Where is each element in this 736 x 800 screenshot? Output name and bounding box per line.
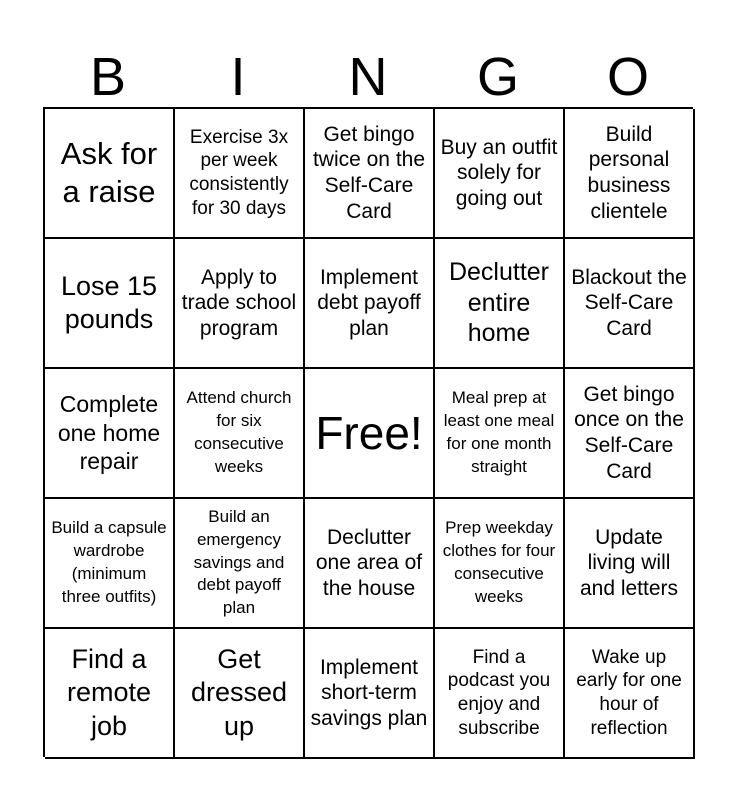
cell-text: Build personal business clientele (587, 122, 671, 223)
cell-text: Get bingo twice on the Self-Care Card (312, 122, 426, 223)
bingo-cell-meal-prep[interactable] (435, 369, 565, 499)
cell-text: Build an emergency savings and debt payoff plan (193, 507, 285, 618)
cell-text: Apply to trade school program (181, 265, 297, 340)
cell-text: Wake up early for one hour of reflection (576, 646, 682, 739)
cell-text: Blackout the Self-Care Card (571, 265, 687, 340)
cell-text: Implement short-term savings plan (310, 655, 428, 730)
cell-text: Ask for a raise (60, 135, 158, 209)
bingo-cell-prep-clothes[interactable] (435, 499, 565, 629)
cell-text: Build a capsule wardrobe (minimum three outfits) (51, 518, 167, 606)
cell-text: Lose 15 pounds (60, 270, 158, 334)
bingo-cell-trade-school[interactable] (175, 239, 305, 369)
bingo-cell-living-will[interactable] (565, 499, 695, 629)
cell-text: Prep weekday clothes for four consecutive weeks (442, 518, 556, 606)
cell-text: Buy an outfit solely for going out (440, 135, 558, 210)
cell-text: Get bingo once on the Self-Care Card (574, 382, 684, 483)
bingo-cell-lose-weight[interactable] (45, 239, 175, 369)
cell-text: Attend church for six consecutive weeks (186, 388, 292, 476)
header-letter-n: N (348, 47, 388, 107)
header-letter-b: B (89, 47, 127, 107)
bingo-cell-emergency-savings[interactable] (175, 499, 305, 629)
cell-text: Exercise 3x per week consistently for 30 days (189, 126, 289, 219)
cell-text: Update living will and letters (579, 525, 679, 600)
bingo-cell-blackout[interactable] (565, 239, 695, 369)
bingo-cell-remote-job[interactable] (45, 629, 175, 759)
cell-text: Get dressed up (190, 643, 288, 741)
cell-text: Meal prep at least one meal for one month straight (443, 388, 555, 476)
bingo-cell-dressed-up[interactable] (175, 629, 305, 759)
bingo-cell-ask-for-raise[interactable] (45, 109, 175, 239)
cell-text: Find a remote job (66, 643, 152, 741)
bingo-cell-short-term-savings[interactable] (305, 629, 435, 759)
bingo-cell-exercise[interactable] (175, 109, 305, 239)
cell-text: Find a podcast you enjoy and subscribe (447, 646, 551, 739)
header-letter-o: O (606, 47, 649, 107)
cell-text: Complete one home repair (57, 391, 161, 475)
bingo-cell-home-repair[interactable] (45, 369, 175, 499)
cell-text: Declutter one area of the house (315, 525, 423, 600)
bingo-cell-bingo-twice[interactable] (305, 109, 435, 239)
bingo-cell-declutter-home[interactable] (435, 239, 565, 369)
header-letter-g: G (476, 47, 519, 107)
bingo-cell-wake-up-early[interactable] (565, 629, 695, 759)
bingo-cell-bingo-once[interactable] (565, 369, 695, 499)
bingo-cell-business-clientele[interactable] (565, 109, 695, 239)
bingo-cell-capsule-wardrobe[interactable] (45, 499, 175, 629)
bingo-board (43, 107, 693, 757)
bingo-cell-buy-outfit[interactable] (435, 109, 565, 239)
bingo-header (43, 42, 693, 108)
bingo-cell-declutter-area[interactable] (305, 499, 435, 629)
bingo-cell-free[interactable] (305, 369, 435, 499)
bingo-cell-attend-church[interactable] (175, 369, 305, 499)
bingo-cell-debt-payoff[interactable] (305, 239, 435, 369)
header-letter-i: I (230, 47, 246, 107)
cell-text: Free! (315, 407, 423, 459)
cell-text: Declutter entire home (448, 258, 550, 348)
bingo-cell-podcast[interactable] (435, 629, 565, 759)
cell-text: Implement debt payoff plan (317, 265, 421, 340)
